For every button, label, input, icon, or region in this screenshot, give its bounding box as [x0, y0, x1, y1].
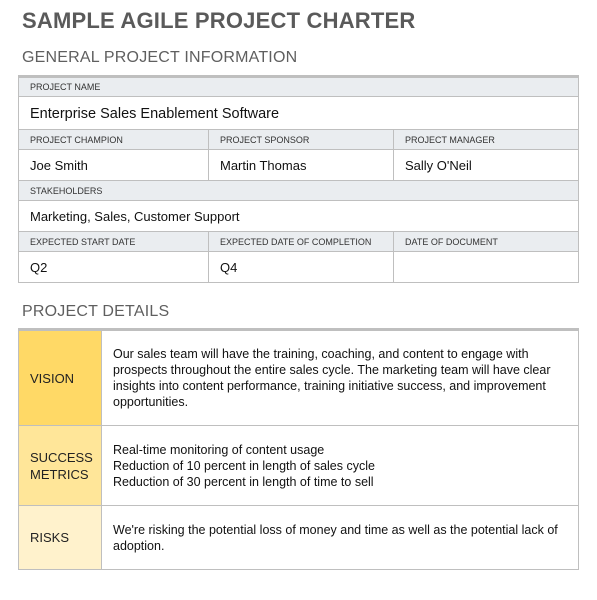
general-info-heading: GENERAL PROJECT INFORMATION	[22, 49, 298, 66]
stakeholders-value: Marketing, Sales, Customer Support	[19, 201, 579, 232]
project-name-label: PROJECT NAME	[19, 77, 579, 97]
project-sponsor-value: Martin Thomas	[209, 150, 394, 181]
expected-start-date-label: EXPECTED START DATE	[19, 232, 209, 252]
expected-start-date-value: Q2	[19, 252, 209, 283]
success-metric-item: Reduction of 30 percent in length of time to sell	[113, 474, 374, 489]
project-sponsor-label: PROJECT SPONSOR	[209, 130, 394, 150]
vision-text: Our sales team will have the training, coaching, and content to engage with prospects throughout the entire sales cycle. The marketing team will have clear insights into content performance, training initiative success, and improvement opportunities.	[102, 330, 579, 426]
project-manager-label: PROJECT MANAGER	[394, 130, 579, 150]
project-name-value: Enterprise Sales Enablement Software	[19, 97, 579, 130]
success-metrics-list	[102, 426, 579, 506]
project-champion-label: PROJECT CHAMPION	[19, 130, 209, 150]
general-info-table	[18, 75, 579, 283]
project-details-table	[18, 328, 579, 570]
success-metric-item: Reduction of 10 percent in length of sales cycle	[113, 458, 375, 473]
risks-label: RISKS	[19, 506, 102, 570]
document-title: SAMPLE AGILE PROJECT CHARTER	[22, 8, 416, 33]
success-metric-item: Real-time monitoring of content usage	[113, 442, 325, 457]
expected-completion-date-value: Q4	[209, 252, 394, 283]
success-metrics-label: SUCCESS METRICS	[19, 426, 102, 506]
document-date-value	[394, 252, 579, 283]
stakeholders-label: STAKEHOLDERS	[19, 181, 579, 201]
vision-label: VISION	[19, 330, 102, 426]
risks-text: We're risking the potential loss of money and time as well as the potential lack of adoption.	[102, 506, 579, 570]
project-manager-value: Sally O'Neil	[394, 150, 579, 181]
project-champion-value: Joe Smith	[19, 150, 209, 181]
document-date-label: DATE OF DOCUMENT	[394, 232, 579, 252]
project-details-heading: PROJECT DETAILS	[22, 303, 170, 320]
expected-completion-date-label: EXPECTED DATE OF COMPLETION	[209, 232, 394, 252]
